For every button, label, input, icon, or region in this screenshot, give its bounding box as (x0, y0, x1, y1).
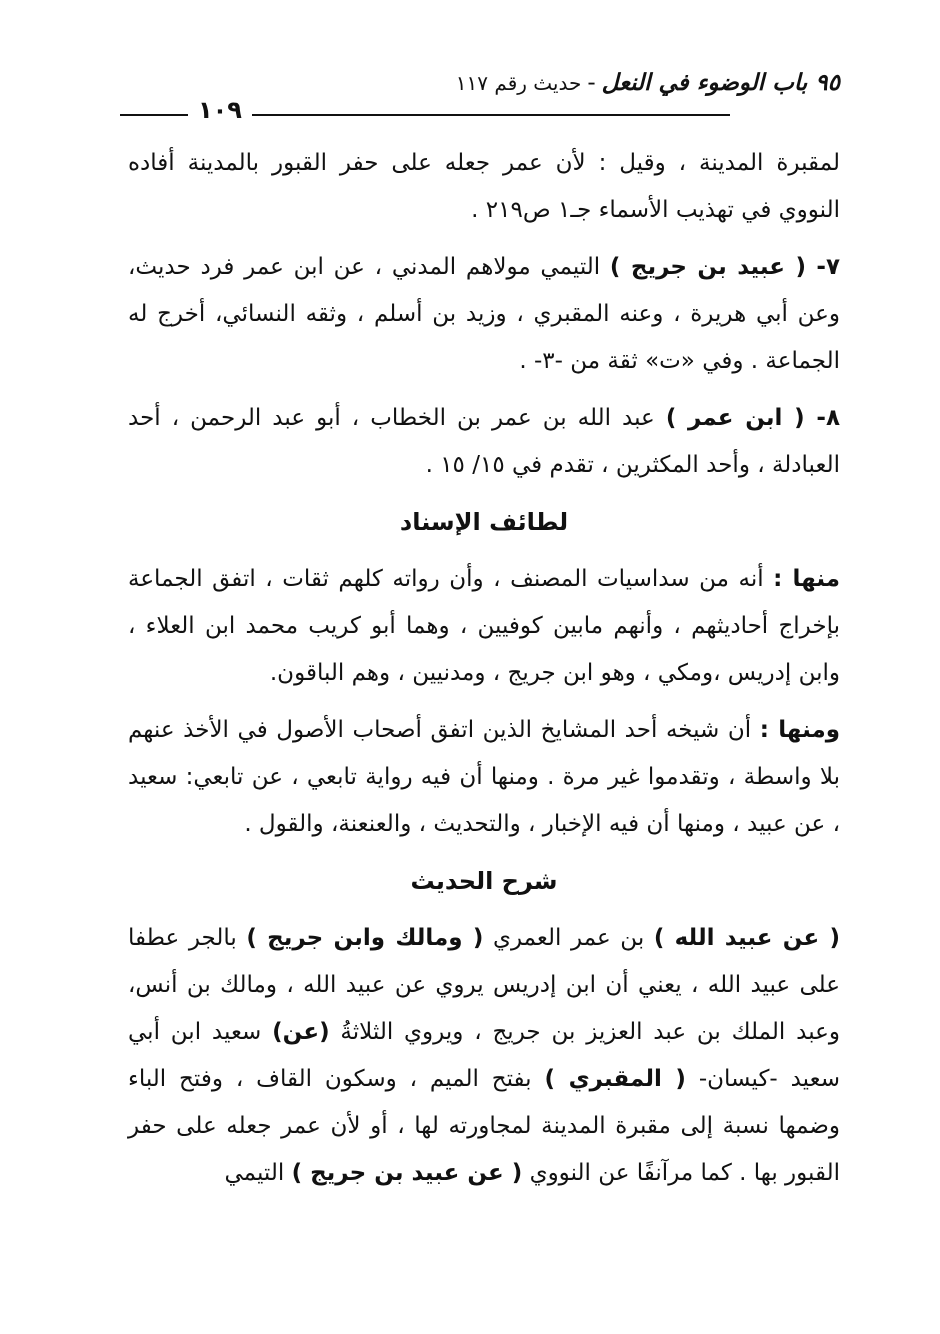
header-separator: - (587, 70, 596, 96)
isnad-2-text: أن شيخه أحد المشايخ الذين اتفق أصحاب الأصول في الأخذ عنهم بلا واسطة ، وتقدموا غير مرة . ومنها أن فيه رواية تابعي ، عن تابعي: سعيد ، عن عبيد ، ومنها أن فيه الإخبار ، والتحديث ، والعنعنة، والقول . (128, 717, 840, 837)
sharh-text-2: بالجر عطفا على عبيد الله ، يعني أن ابن إدريس يروي عن عبيد الله ، ومالك بن أنس، وعبد الملك بن عبد العزيز بن جريج ، ويروي الثلاثةُ (128, 925, 840, 1045)
running-header (100, 70, 840, 140)
chapter-title (456, 70, 840, 96)
page-body (128, 140, 840, 1207)
narrator-8-text: عبد الله بن عمر بن الخطاب ، أبو عبد الرحمن ، أحد العبادلة ، وأحد المكثرين ، تقدم في ١٥/ ١٥ . (128, 405, 840, 478)
sharh-quote-1: ( عن عبيد الله ) (653, 925, 841, 951)
sharh-quote-5: ( عن عبيد بن جريج ) (291, 1160, 523, 1186)
narrator-8-name: ٨- ( ابن عمر ) (665, 405, 840, 431)
sharh-quote-3: (عن) (272, 1019, 330, 1045)
paragraph-1-text: لمقبرة المدينة ، وقيل : لأن عمر جعله على حفر القبور بالمدينة أفاده النووي في تهذيب الأسماء جـ١ ص٢١٩ . (128, 150, 840, 223)
paragraph-isnad-1 (128, 556, 840, 697)
narrator-7-name: ٧- ( عبيد بن جريج ) (609, 254, 840, 280)
isnad-1-text: أنه من سداسيات المصنف ، وأن رواته كلهم ثقات ، اتفق الجماعة بإخراج أحاديثهم ، وأنهم مابين كوفيين ، وهما أبو كريب محمد ابن العلاء ، وابن إدريس ،ومكي ، وهو ابن جريج ، ومدنيين ، وهم الباقون. (128, 566, 840, 686)
paragraph-isnad-2 (128, 707, 840, 848)
chapter-title-text: ٩٥ باب الوضوء في النعل (601, 70, 840, 96)
sharh-text-3: سعيد ابن أبي سعيد -كيسان- (128, 1019, 840, 1092)
sharh-quote-4: ( المقبري ) (544, 1066, 686, 1092)
paragraph-narrator-7 (128, 244, 840, 385)
sharh-text-1: بن عمر العمري (483, 925, 654, 951)
hadith-number: حديث رقم ١١٧ (455, 71, 582, 95)
isnad-2-lead: ومنها : (759, 717, 840, 743)
paragraph-narrator-8 (128, 395, 840, 489)
page-number: ١٠٩ (188, 96, 252, 124)
header-rule-left (124, 114, 194, 116)
narrator-7-text: التيمي مولاهم المدني ، عن ابن عمر فرد حديث، وعن أبي هريرة ، وعنه المقبري ، وزيد بن أسلم ، وثقه النسائي، أخرج له الجماعة . وفي «ت» ثقة من -٣- . (128, 254, 840, 374)
sharh-text-4: بفتح الميم ، وسكون القاف ، وفتح الباء وضمها نسبة إلى مقبرة المدينة لمجاورته لها ، أو لأن عمر جعله على حفر القبور بها . كما مرآنفًا عن النووي (128, 1066, 840, 1186)
paragraph-sharh (128, 915, 840, 1197)
sharh-quote-2: ( ومالك وابن جريج ) (246, 925, 484, 951)
section-heading-sharh: شرح الحديث (410, 867, 558, 895)
section-heading-isnad: لطائف الإسناد (399, 508, 569, 536)
paragraph-1 (128, 140, 840, 234)
isnad-1-lead: منها : (773, 566, 841, 592)
sharh-text-5: التيمي (224, 1160, 292, 1186)
